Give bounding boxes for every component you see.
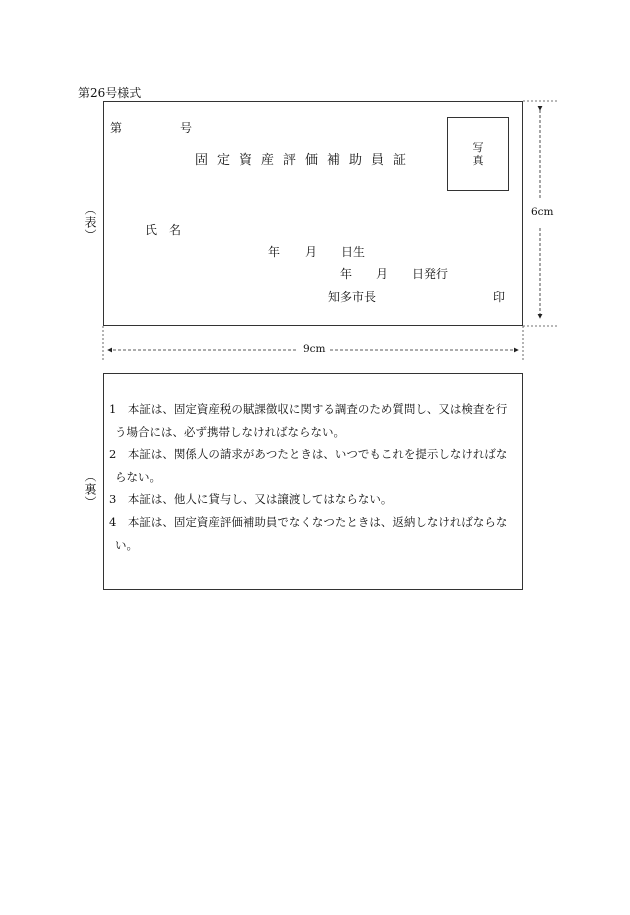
birth-day-label: 日生 — [341, 245, 366, 259]
note-continuation: らない。 — [115, 470, 161, 484]
width-dimension-label: 9cm — [300, 343, 329, 355]
note-text: 本証は、固定資産税の賦課徴収に関する調査のため質問し、又は検査を行 — [127, 402, 508, 416]
certificate-title: 固定資産評価補助員証 — [195, 153, 416, 168]
note-item — [109, 398, 519, 444]
issue-year-label: 年 — [340, 267, 353, 281]
height-dimension-label: 6cm — [528, 206, 557, 218]
certificate-number-suffix: 号 — [180, 121, 193, 135]
note-number: 2 — [109, 447, 117, 461]
photo-label: 写真 — [472, 141, 484, 167]
photo-box — [447, 117, 509, 191]
note-text: 本証は、固定資産評価補助員でなくなつたときは、返納しなければならな — [127, 515, 508, 529]
note-number: 4 — [109, 515, 117, 529]
seal-label: 印 — [493, 290, 506, 304]
note-continuation: い。 — [115, 538, 138, 552]
issue-day-label: 日発行 — [412, 267, 449, 281]
issuer-label: 知多市長 — [328, 290, 377, 304]
front-side-label: （表） — [83, 203, 97, 242]
back-side-label: （裏） — [83, 470, 97, 509]
certificate-number-prefix: 第 — [110, 121, 123, 135]
note-item — [109, 488, 519, 511]
note-item — [109, 511, 519, 557]
name-label: 氏 名 — [145, 223, 182, 237]
note-number: 3 — [109, 492, 117, 506]
note-text: 本証は、他人に貸与し、又は譲渡してはならない。 — [127, 492, 393, 506]
issue-month-label: 月 — [376, 267, 389, 281]
note-continuation: う場合には、必ず携帯しなければならない。 — [115, 425, 345, 439]
note-item — [109, 443, 519, 489]
birth-year-label: 年 — [268, 245, 281, 259]
note-number: 1 — [109, 402, 117, 416]
form-number: 第26号様式 — [78, 86, 142, 100]
note-text: 本証は、関係人の請求があつたときは、いつでもこれを提示しなければな — [127, 447, 508, 461]
birth-month-label: 月 — [305, 245, 318, 259]
